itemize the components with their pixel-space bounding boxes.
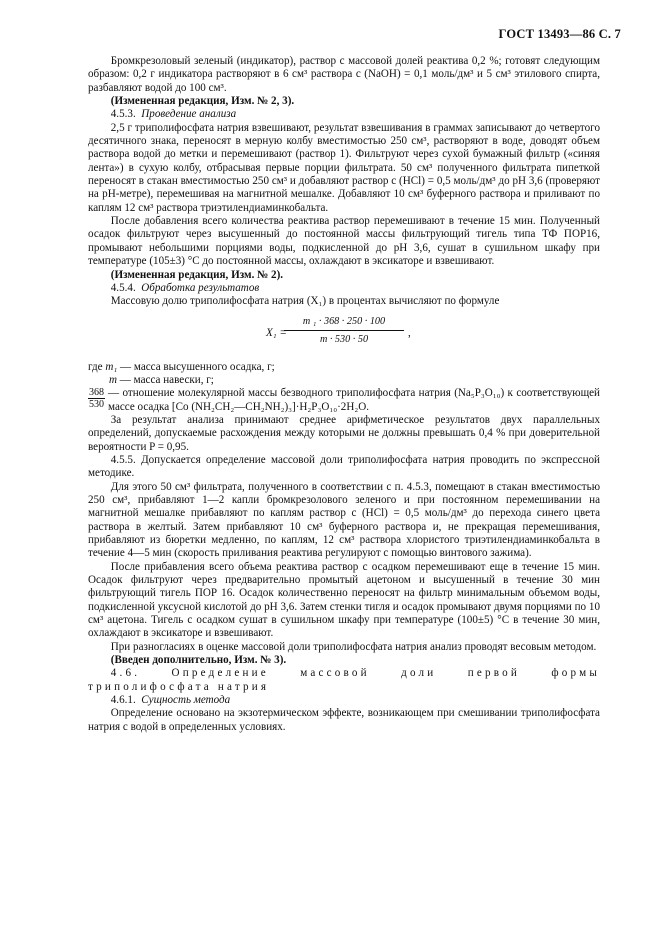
paragraph-after-reagent: После прибавления всего объема реактива раствор с осадком перемешивают еще в течение 15 мин. Осадок фильтруют через предварительно промытый ацетоном и высушенный в течение 30 мин фильтрующий тигель ПОР 16. Осадок количественно переносят на фильтр минимальным объемом воды, подкисленной уксусной кислотой до pH 3,6. Затем стенки тигля и осадок промывают двумя порциями по 10 см³ ацетона. Тигель с осадком сушат в сушильном шкафу при температуре (100±5) °С в течение 30 мин, охлаждают в эксикаторе и взвешивают.: [88, 560, 600, 640]
definition-ratio: [88, 387, 600, 414]
section-number: 4.5.4.: [110, 281, 136, 294]
definition-m: [88, 374, 600, 387]
formula-comma: ,: [408, 326, 411, 339]
section-title: Проведение анализа: [141, 108, 237, 121]
document-body: [88, 55, 600, 734]
ratio-text: — отношение молекулярной массы безводного триполифосфата натрия (Na₅P₃O₁₀) к соответствующей массе осадка [Co (NH₂CH₂—CH₂NH₂)₃]·H₂P₃O₁₀·2H₂O.: [108, 387, 600, 413]
definition-text: — масса навески, г;: [119, 373, 214, 386]
section-4-6-heading: 4.6. Определение массовой доли первой формы триполифосфата натрия: [88, 667, 600, 693]
section-title: Обработка результатов: [141, 281, 260, 294]
definition-term: m₁: [105, 360, 118, 373]
formula-numerator: m ₁ · 368 · 250 · 100: [284, 315, 404, 331]
revision-note-1: (Измененная редакция, Изм. № 2, 3).: [110, 95, 295, 108]
formula-fraction: [284, 315, 404, 347]
formula: [88, 315, 600, 355]
revision-note-2: (Измененная редакция, Изм. № 2).: [110, 268, 284, 281]
definition-m1: [88, 361, 600, 374]
section-4-5-4-heading: [88, 282, 600, 295]
paragraph-indicator: Бромкрезоловый зеленый (индикатор), раствор с массовой долей реактива 0,2 %; готовят следующим образом: 0,2 г индикатора растворяют в 6 см³ раствора c (NaOH) = 0,1 моль/дм³ и 5 см³ этилового спирта, разбавляют водой до 100 см³.: [88, 55, 600, 94]
section-number: 4.5.3.: [110, 108, 136, 121]
ratio-top: 368: [89, 387, 104, 399]
section-number: 4.6.1.: [110, 694, 136, 707]
paragraph-filtration: После добавления всего количества реактива раствор перемешивают в течение 15 мин. Полученный осадок фильтруют через высушенный до постоянной массы фильтрующий тигель типа ТФ ПОР16, промывают небольшими порциями воды, подкисленной до pH 3,6, сушат в сушильном шкафу при температуре (105±3) °С до постоянной массы, охлаждают в эксикаторе и взвешивают.: [88, 215, 600, 268]
formula-denominator: m · 530 · 50: [319, 333, 369, 345]
section-4-5-3-heading: [88, 108, 600, 121]
definition-prefix: где: [88, 360, 103, 373]
paragraph-principle: Определение основано на экзотермическом эффекте, возникающем при смешивании триполифосфата натрия с водой в определенных условиях.: [88, 707, 600, 733]
paragraph-result: За результат анализа принимают среднее арифметическое результатов двух параллельных определений, допускаемые расхождения между которыми не должны превышать 0,4 % при доверительной вероятности P = 0,95.: [88, 413, 600, 453]
paragraph-disagreement: При разногласиях в оценке массовой доли триполифосфата натрия анализ проводят весовым методом.: [110, 640, 597, 653]
section-title: Сущность метода: [141, 694, 231, 707]
ratio-bottom: 530: [89, 399, 104, 411]
page-header: ГОСТ 13493—86 С. 7: [498, 27, 621, 41]
definition-text: — масса высушенного осадка, г;: [120, 360, 275, 373]
section-4-6-1-heading: [88, 694, 600, 707]
definition-term: m: [109, 373, 118, 386]
revision-note-3: (Введен дополнительно, Изм. № 3).: [110, 654, 287, 667]
ratio-fraction: [88, 387, 105, 410]
paragraph-formula-intro: Массовую долю триполифосфата натрия (X₁) в процентах вычисляют по формуле: [110, 295, 500, 308]
paragraph-express: 4.5.5. Допускается определение массовой доли триполифосфата натрия проводить по экспрессной методике.: [88, 453, 600, 480]
paragraph-procedure: 2,5 г триполифосфата натрия взвешивают, результат взвешивания в граммах записывают до четвертого десятичного знака, переносят в мерную колбу вместимостью 250 см³, растворяют в воде, доводят объем раствора водой до метки и перемешивают (раствор 1). Фильтруют через сухой бумажный фильтр («синяя лента») в сухую колбу, отбрасывая первые порции фильтрата. 50 см³ полученного фильтрата пипеткой переносят в стакан вместимостью 250 см³ и добавляют раствор c (HCl) = 0,5 моль/дм³ до pH 3,6 (проверяют на pH-метре), перемешивая на магнитной мешалке. Добавляют 10 см³ буферного раствора и приливают по каплям 12 см³ раствора триэтилендиаминкобальта.: [88, 121, 600, 214]
paragraph-express-method: Для этого 50 см³ фильтрата, полученного в соответствии с п. 4.5.3, помещают в стакан вместимостью 250 см³, прибавляют 1—2 капли бромкрезолового зеленого и при постоянном перемешивании на магнитной мешалке прибавляют по каплям раствор c (HCl) = 0,5 моль/дм³ до перехода синего цвета раствора в желтый. Затем прибавляют 10 см³ буферного раствора и, не прекращая перемешивания, прибавляют из бюретки медленно, по каплям, 12 см³ раствора хлористого триэтилендиаминкобальта в течение 4—5 мин (скорость приливания реактива регулируют с помощью винтового зажима).: [88, 480, 600, 560]
formula-definitions: [88, 361, 600, 414]
formula-lhs: X₁ =: [266, 326, 287, 339]
